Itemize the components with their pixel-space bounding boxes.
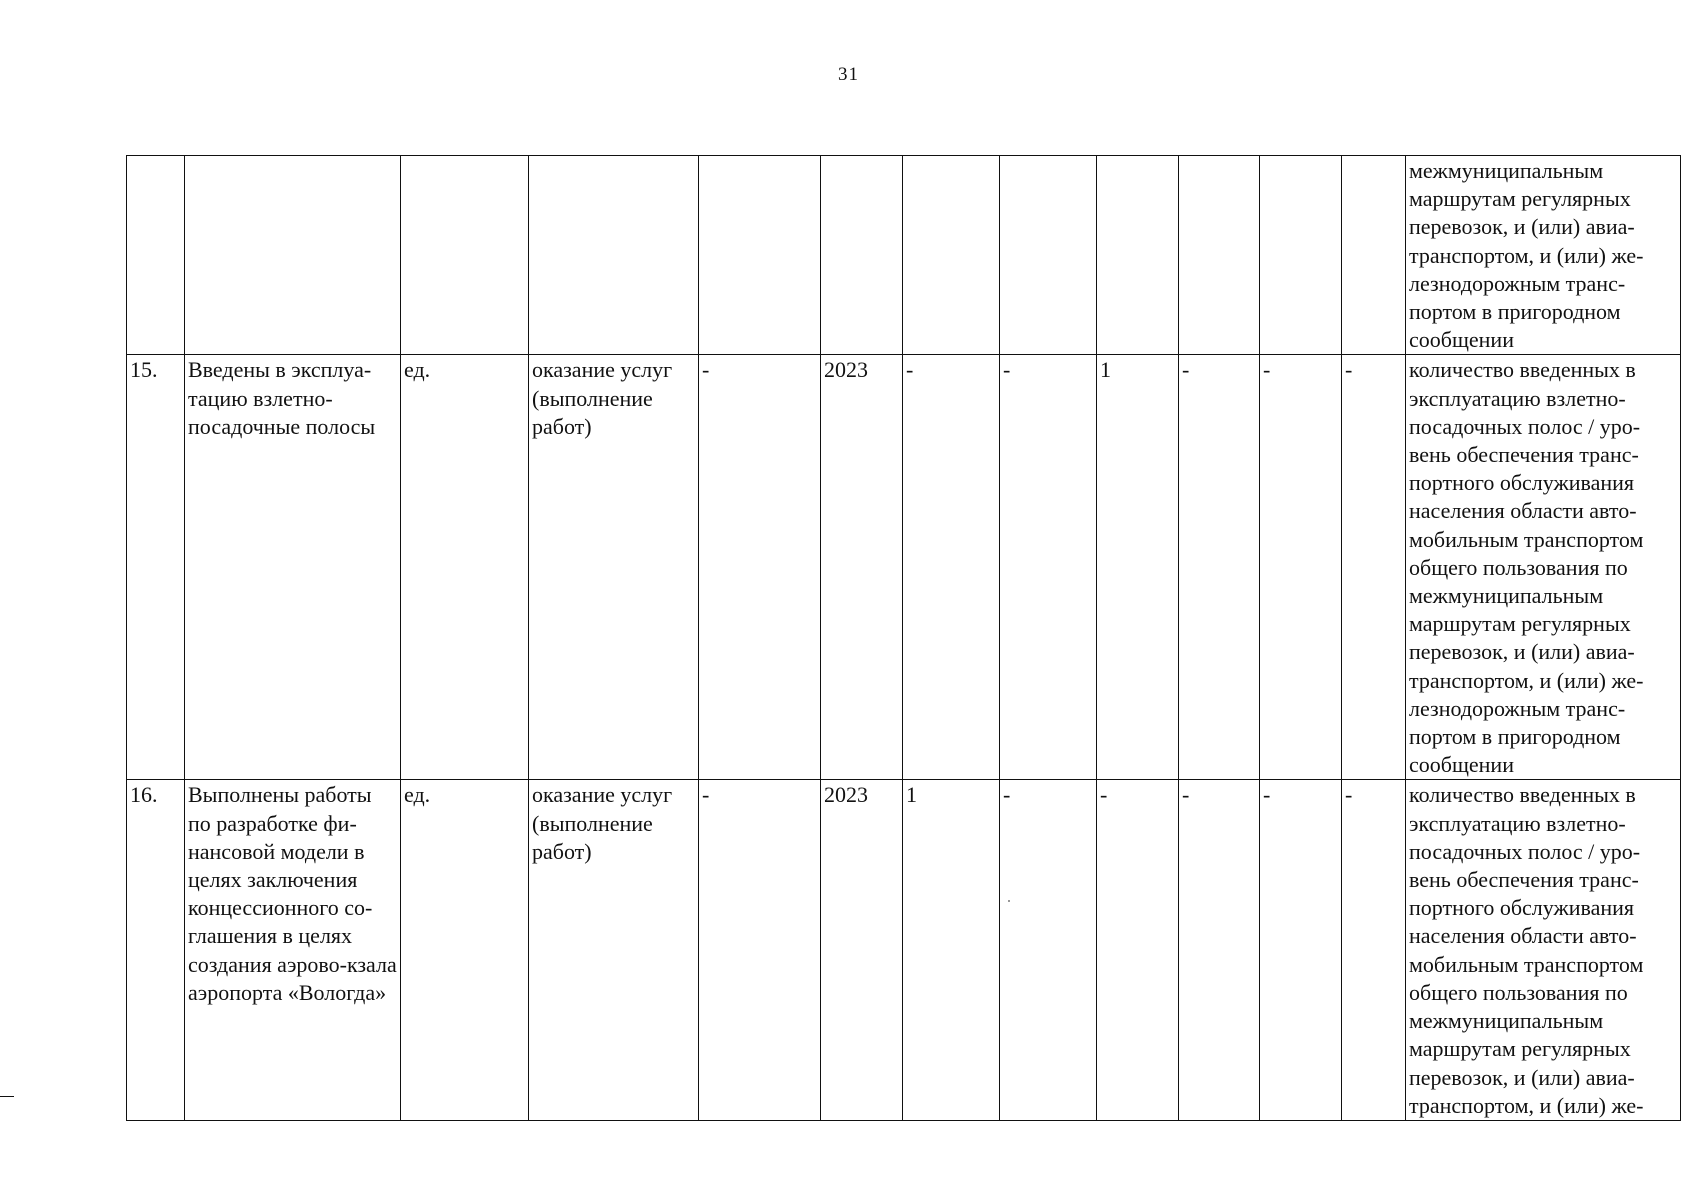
cell-indicator-link: количество введенных в эксплуатацию взлетно-посадочных полос / уро-вень обеспечения транс-портного обслуживания населения области авто-мобильным транспортом общего пользования по межмуниципальным маршрутам регулярных перевозок, и (или) авиа-транспортом, и (или) же- [1406, 780, 1681, 1120]
cell-number [127, 156, 185, 355]
cell-value-4: - [1179, 355, 1260, 780]
table-row [127, 780, 1681, 1120]
cell-value-5: - [1260, 780, 1342, 1120]
scan-speck [1008, 900, 1010, 902]
cell-indicator-link: количество введенных в эксплуатацию взлетно-посадочных полос / уро-вень обеспечения транс-портного обслуживания населения области авто-мобильным транспортом общего пользования по межмуниципальным маршрутам регулярных перевозок, и (или) авиа-транспортом, и (или) же-лезнодорожным транс-портом в пригородном сообщении [1406, 355, 1681, 780]
cell-base-value [699, 156, 821, 355]
page-number: 31 [838, 64, 859, 85]
cell-result-name: Выполнены работы по разработке фи-нансовой модели в целях заключения концессионного со-глашения в целях создания аэрово-кзала аэропорта «Вологда» [185, 780, 401, 1120]
cell-value-4 [1179, 156, 1260, 355]
cell-result-name: Введены в эксплуа-тацию взлетно-посадочные полосы [185, 355, 401, 780]
cell-value-2: - [1000, 355, 1097, 780]
cell-number: 16. [127, 780, 185, 1120]
cell-unit: ед. [401, 780, 529, 1120]
cell-result-name [185, 156, 401, 355]
cell-value-6: - [1342, 355, 1406, 780]
cell-value-3: 1 [1097, 355, 1179, 780]
cell-base-value: - [699, 355, 821, 780]
cell-value-3 [1097, 156, 1179, 355]
cell-value-1: 1 [903, 780, 1000, 1120]
cell-type: оказание услуг (выполнение работ) [529, 780, 699, 1120]
cell-number: 15. [127, 355, 185, 780]
cell-value-6 [1342, 156, 1406, 355]
cell-type: оказание услуг (выполнение работ) [529, 355, 699, 780]
cell-year: 2023 [821, 780, 903, 1120]
cell-indicator-link: межмуниципальным маршрутам регулярных перевозок, и (или) авиа-транспортом, и (или) же-лезнодорожным транс-портом в пригородном сообщении [1406, 156, 1681, 355]
cell-year: 2023 [821, 355, 903, 780]
cell-type [529, 156, 699, 355]
cell-base-value: - [699, 780, 821, 1120]
cell-value-2: - [1000, 780, 1097, 1120]
cell-value-4: - [1179, 780, 1260, 1120]
cell-value-1: - [903, 355, 1000, 780]
cell-unit [401, 156, 529, 355]
results-table [126, 155, 1681, 1121]
cell-unit: ед. [401, 355, 529, 780]
cell-value-3: - [1097, 780, 1179, 1120]
table-row [127, 156, 1681, 355]
margin-tick [0, 1096, 14, 1097]
cell-value-1 [903, 156, 1000, 355]
cell-value-6: - [1342, 780, 1406, 1120]
cell-value-5 [1260, 156, 1342, 355]
cell-year [821, 156, 903, 355]
cell-value-2 [1000, 156, 1097, 355]
cell-value-5: - [1260, 355, 1342, 780]
table-row [127, 355, 1681, 780]
